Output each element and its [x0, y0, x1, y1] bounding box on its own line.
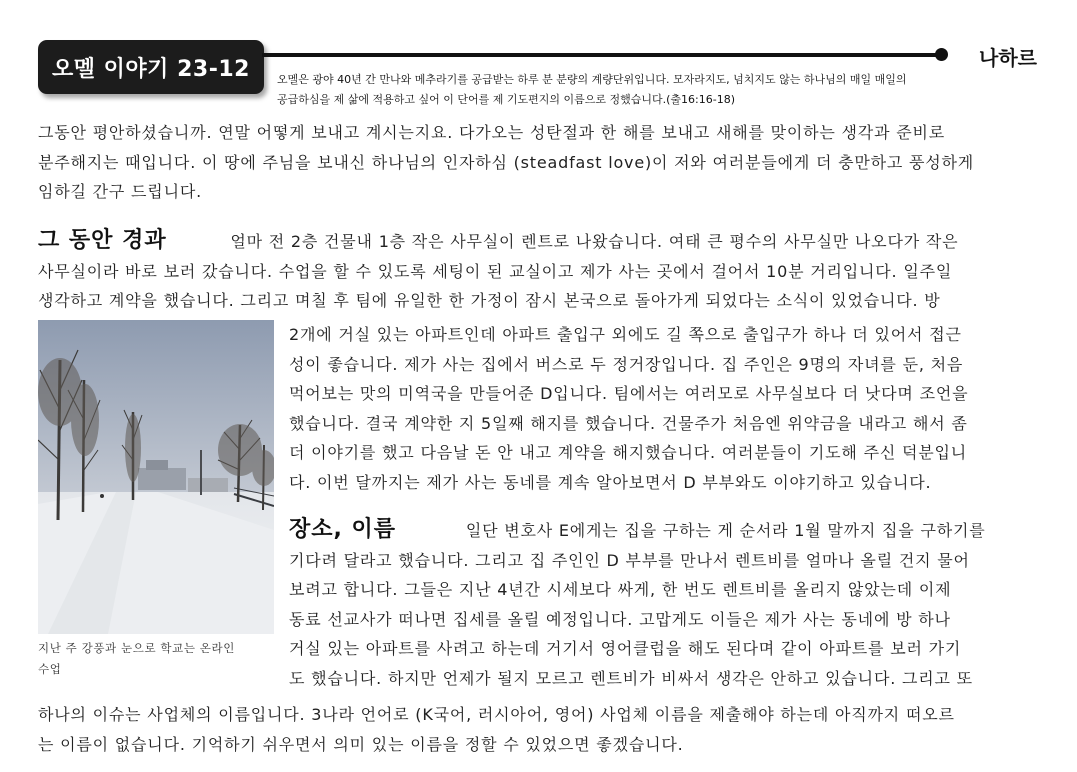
text-line: 기다려 달라고 했습니다. 그리고 집 주인인 D 부부를 만나서 렌트비를 얼마나 올릴 건지 물어	[289, 550, 970, 570]
caption-line: 수업	[38, 662, 62, 676]
header-rule	[262, 53, 941, 57]
greeting-paragraph	[38, 118, 1036, 207]
photo-caption	[38, 638, 278, 680]
text-line: 동료 선교사가 떠나면 집세를 올릴 예정입니다. 고맙게도 이들은 제가 사는 동네에 방 하나	[289, 609, 951, 629]
text-line: 그동안 평안하셨습니까. 연말 어떻게 보내고 계시는지요. 다가오는 성탄절과 한 해를 보내고 새해를 맞이하는 생각과 준비로	[38, 123, 945, 142]
section-heading-progress: 그 동안 경과	[38, 228, 167, 253]
text-line: 했습니다. 결국 계약한 지 5일째 해지를 했습니다. 건물주가 처음엔 위약금을 내라고 해서 좀	[289, 413, 968, 433]
text-fragment: 일단 변호사 E에게는 집을 구하는 게 순서라 1월 말까지 집을 구하기를	[465, 521, 986, 540]
intro-line: 오멜은 광야 40년 간 만나와 메추라기를 공급받는 하루 분 분량의 계량단위입니다. 모자라지도, 넘치지도 않는 하나님의 매일 매일의	[277, 73, 907, 86]
text-line: 는 이름이 없습니다. 기억하기 쉬우면서 의미 있는 이름을 정할 수 있었으면 좋겠습니다.	[38, 734, 684, 754]
intro-line: 공급하심을 제 삶에 적용하고 싶어 이 단어를 제 기도편지의 이름으로 정했습니다.(출16:16-18)	[277, 93, 735, 106]
text-line	[38, 226, 1036, 257]
header-rule-dot	[935, 48, 948, 61]
section-progress	[38, 226, 1036, 316]
text-line: 임하길 간구 드립니다.	[38, 182, 202, 201]
text-line: 사무실이라 바로 보러 갔습니다. 수업을 할 수 있도록 세팅이 된 교실이고 제가 사는 곳에서 걸어서 10분 거리입니다. 일주일	[38, 261, 953, 281]
text-line: 더 이야기를 했고 다음날 돈 안 내고 계약을 해지했습니다. 여러분들이 기도해 주신 덕분입니	[289, 443, 967, 462]
section-progress-wrap	[289, 320, 1037, 497]
text-line: 분주해지는 때입니다. 이 땅에 주님을 보내신 하나님의 인자하심 (steadfast love)이 저와 여러분들에게 더 충만하고 풍성하게	[38, 152, 975, 172]
text-line: 보려고 합니다. 그들은 지난 4년간 시세보다 싸게, 한 번도 렌트비를 올리지 않았는데 이제	[289, 580, 952, 599]
country-label: 나하르	[979, 46, 1037, 70]
text-line: 다. 이번 달까지는 제가 사는 동네를 계속 알아보면서 D 부부와도 이야기하고 있습니다.	[289, 472, 932, 492]
section-place-name-wrap	[38, 700, 1036, 759]
text-line: 도 했습니다. 하지만 언제가 될지 모르고 렌트비가 비싸서 생각은 안하고 있습니다. 그리고 또	[289, 668, 973, 688]
section-place-name	[289, 515, 1037, 693]
text-line: 2개에 거실 있는 아파트인데 아파트 출입구 외에도 길 쪽으로 출입구가 하나 더 있어서 접근	[289, 325, 962, 344]
text-line: 생각하고 계약을 했습니다. 그리고 며칠 후 팀에 유일한 한 가정이 잠시 본국으로 돌아가게 되었다는 소식이 있었습니다. 방	[38, 291, 941, 310]
intro-text	[277, 70, 967, 110]
text-fragment: 얼마 전 2층 건물내 1층 작은 사무실이 렌트로 나왔습니다. 여태 큰 평수의 사무실만 나오다가 작은	[230, 232, 959, 251]
text-line: 먹어보는 맛의 미역국을 만들어준 D입니다. 팀에서는 여러모로 사무실보다 더 낫다며 조언을	[289, 384, 969, 403]
snow-street-photo	[38, 320, 274, 634]
text-line: 성이 좋습니다. 제가 사는 집에서 버스로 두 정거장입니다. 집 주인은 9명의 자녀를 둔, 처음	[289, 354, 964, 374]
caption-line: 지난 주 강풍과 눈으로 학교는 온라인	[38, 641, 235, 655]
newsletter-title: 오멜 이야기 23-12	[38, 40, 264, 94]
section-heading-place: 장소, 이름	[289, 517, 397, 542]
text-line: 거실 있는 아파트를 사려고 하는데 거기서 영어클럽을 해도 된다며 같이 아파트를 보러 가기	[289, 639, 962, 658]
text-line	[289, 515, 1037, 546]
text-line: 하나의 이슈는 사업체의 이름입니다. 3나라 언어로 (K국어, 러시아어, 영어) 사업체 이름을 제출해야 하는데 아직까지 떠오르	[38, 705, 955, 724]
